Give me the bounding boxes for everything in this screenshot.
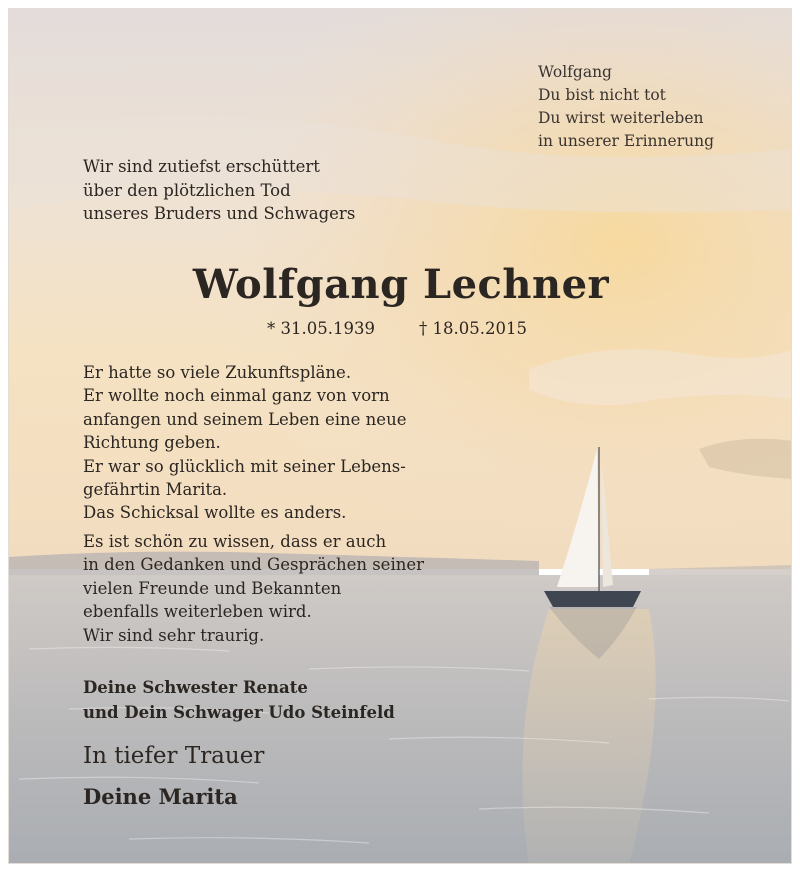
paragraph-line: in den Gedanken und Gesprächen seiner — [83, 555, 425, 575]
mourning-phrase: In tiefer Trauer — [83, 743, 265, 769]
poem-line: Du wirst weiterleben — [538, 109, 704, 127]
paragraph-line: Es ist schön zu wissen, dass er auch — [83, 532, 387, 551]
death-date: † 18.05.2015 — [419, 319, 527, 338]
paragraph-line: ebenfalls weiterleben wird. — [83, 602, 312, 622]
signer-line: Deine Schwester Renate — [83, 678, 308, 697]
deceased-name: Wolfgang Lechner — [192, 261, 610, 308]
paragraph-line: Er hatte so viele Zukunftspläne. — [83, 363, 352, 382]
poem-block — [538, 61, 714, 153]
poem-line: Du bist nicht tot — [538, 86, 666, 104]
final-signer: Deine Marita — [83, 784, 238, 809]
poem-line: in unserer Erinnerung — [538, 132, 714, 150]
intro-line: Wir sind zutiefst erschüttert — [83, 157, 320, 176]
paragraph-line: Das Schicksal wollte es anders. — [83, 503, 347, 523]
paragraph-line: vielen Freunde und Bekannten — [83, 578, 342, 598]
paragraph-line: Er wollte noch einmal ganz von vorn — [83, 386, 390, 406]
paragraph-two — [83, 530, 424, 647]
paragraph-line: Richtung geben. — [83, 433, 221, 453]
intro-line: über den plötzlichen Tod — [83, 180, 291, 200]
paragraph-one — [83, 361, 406, 525]
paragraph-line: gefährtin Marita. — [83, 480, 228, 500]
paragraph-line: anfangen und seinem Leben eine neue — [83, 409, 407, 429]
signer-line: und Dein Schwager Udo Steinfeld — [83, 703, 395, 722]
intro-line: unseres Bruders und Schwagers — [83, 204, 356, 223]
birth-date: * 31.05.1939 — [267, 319, 375, 338]
intro-block — [83, 155, 355, 226]
paragraph-line: Er war so glücklich mit seiner Lebens- — [83, 456, 406, 476]
paragraph-line: Wir sind sehr traurig. — [83, 625, 265, 645]
poem-line: Wolfgang — [538, 63, 612, 81]
obituary-card — [8, 8, 792, 864]
signers-block — [83, 675, 395, 725]
